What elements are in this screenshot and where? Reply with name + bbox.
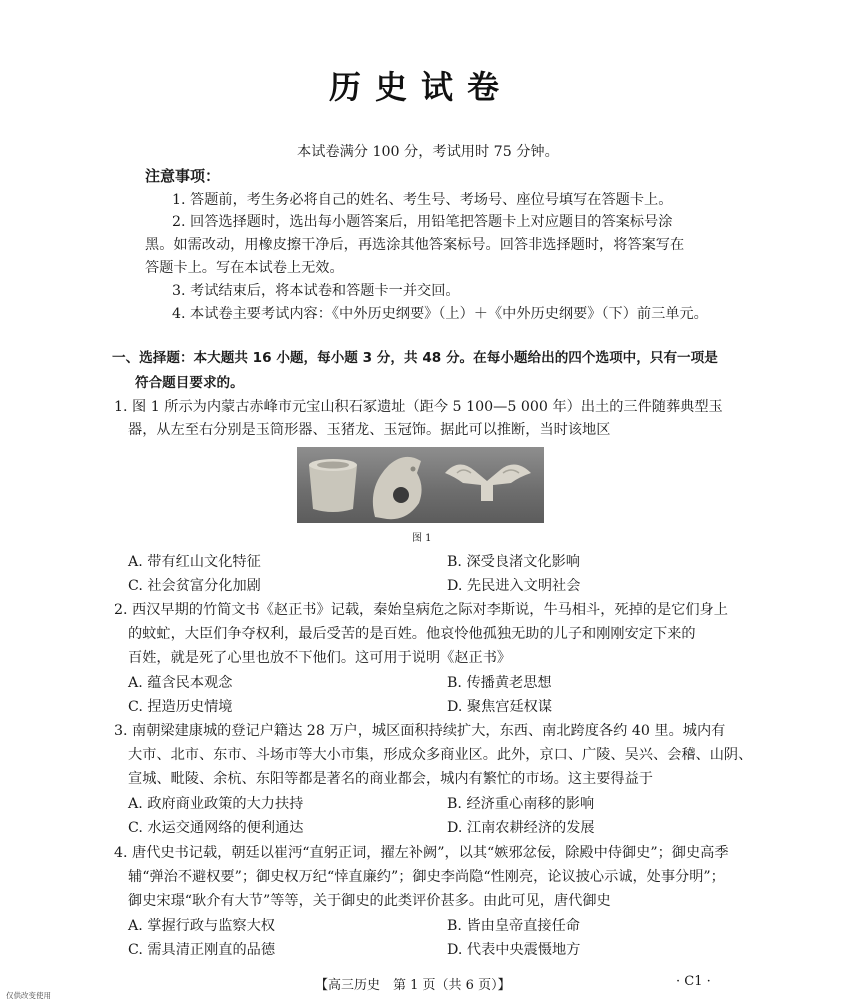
page-title: 历史试卷 (328, 68, 513, 106)
question-1-stem: 1. 图 1 所示为内蒙古赤峰市元宝山积石冢遗址（距今 5 100—5 000 年）出土的三件随葬典型玉 (114, 399, 723, 415)
option-d: D. 江南农耕经济的发展 (447, 820, 595, 836)
section-heading: 一、选择题：本大题共 16 小题，每小题 3 分，共 48 分。在每小题给出的四个选项中，只有一项是 (112, 350, 718, 366)
option-b: B. 深受良渚文化影响 (447, 554, 580, 570)
option-b: B. 经济重心南移的影响 (447, 796, 595, 812)
question-2-stem: 的蚊虻，大臣们争夺权利，最后受苦的是百姓。他哀怜他孤独无助的儿子和刚刚安定下来的 (128, 626, 696, 642)
question-4-stem: 辅“弹治不避权要”；御史权万纪“悻直廉约”；御史李尚隐“性刚亮，论议披心示诚，处事分明”； (128, 869, 725, 885)
option-a: A. 带有红山文化特征 (128, 554, 261, 570)
option-b: B. 皆由皇帝直接任命 (447, 918, 580, 934)
question-2-stem: 百姓，就是死了心里也放不下他们。这可用于说明《赵正书》 (128, 650, 512, 666)
option-d: D. 代表中央震慑地方 (447, 942, 581, 958)
notice-line: 黑。如需改动，用橡皮擦干净后，再选涂其他答案标号。回答非选择题时，将答案写在 (145, 237, 685, 253)
question-2-stem: 2. 西汉早期的竹简文书《赵正书》记载，秦始皇病危之际对李斯说，牛马相斗，死掉的是它们身上 (114, 602, 728, 618)
notice-line: 答题卡上。写在本试卷上无效。 (145, 260, 344, 276)
jade-artifacts-illustration (297, 447, 544, 523)
option-c: C. 社会贫富分化加剧 (128, 578, 261, 594)
question-4-stem: 御史宋璟“耿介有大节”等等，关于御史的此类评价甚多。由此可见，唐代御史 (128, 893, 611, 909)
option-a: A. 政府商业政策的大力扶持 (128, 796, 304, 812)
side-note: 仅供改变使用 (6, 991, 51, 1000)
notice-line: 2. 回答选择题时，选出每小题答案后，用铅笔把答题卡上对应题目的答案标号涂 (172, 214, 673, 230)
question-3-stem: 3. 南朝梁建康城的登记户籍达 28 万户，城区面积持续扩大，东西、南北跨度各约 40 里。城内有 (114, 723, 726, 739)
option-d: D. 先民进入文明社会 (447, 578, 581, 594)
question-3-stem: 大市、北市、东市、斗场市等大小市集，形成众多商业区。此外，京口、广陵、吴兴、会稽、山阴、 (128, 747, 753, 763)
section-heading-cont: 符合题目要求的。 (135, 375, 244, 391)
question-1-stem: 器，从左至右分别是玉筒形器、玉猪龙、玉冠饰。据此可以推断，当时该地区 (128, 422, 611, 438)
option-d: D. 聚焦宫廷权谋 (447, 699, 553, 715)
option-b: B. 传播黄老思想 (447, 675, 552, 691)
notice-line: 3. 考试结束后，将本试卷和答题卡一并交回。 (172, 283, 460, 299)
notice-line: 1. 答题前，考生务必将自己的姓名、考生号、考场号、座位号填写在答题卡上。 (172, 192, 673, 208)
exam-info: 本试卷满分 100 分，考试用时 75 分钟。 (297, 144, 559, 160)
option-c: C. 捏造历史情境 (128, 699, 233, 715)
figure-caption: 图 1 (412, 533, 432, 544)
option-c: C. 水运交通网络的便利通达 (128, 820, 304, 836)
question-4-stem: 4. 唐代史书记载，朝廷以崔沔“直躬正词，擢左补阙”，以其“嫉邪忿佞，除殿中侍御史”；御史高季 (114, 845, 729, 861)
option-a: A. 掌握行政与监察大权 (128, 918, 275, 934)
option-c: C. 需具清正刚直的品德 (128, 942, 276, 958)
paper-code: · C1 · (676, 974, 711, 989)
option-a: A. 蕴含民本观念 (128, 675, 233, 691)
jade-artifacts-photo (297, 447, 544, 523)
notice-line: 4. 本试卷主要考试内容：《中外历史纲要》（上）＋《中外历史纲要》（下）前三单元。 (172, 306, 708, 322)
page-footer: 【高三历史 第 1 页（共 6 页）】 (315, 978, 511, 993)
notice-heading: 注意事项： (145, 167, 221, 185)
question-3-stem: 宣城、毗陵、余杭、东阳等都是著名的商业都会，城内有繁忙的市场。这主要得益于 (128, 771, 653, 787)
